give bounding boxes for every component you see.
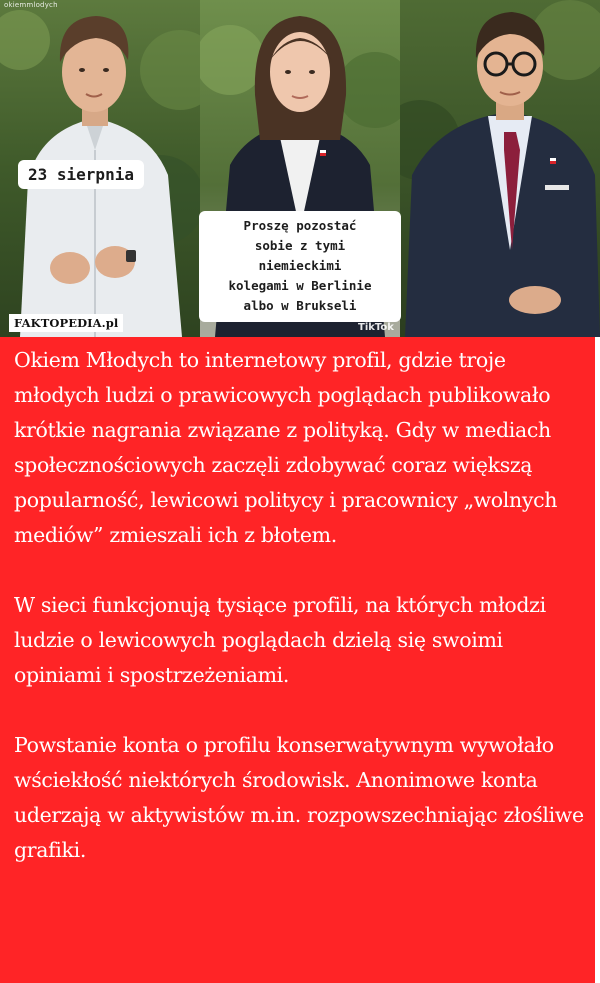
quote-caption [199,211,401,322]
quote-line: albo w Brukseli [243,298,357,313]
article-text-block [0,337,595,983]
photo-young-man-suit-tie [400,0,600,337]
date-caption: 23 sierpnia [18,160,144,189]
article-paragraph: Powstanie konta o profilu konserwatywnym wywołało wściekłość niektórych środowisk. Anonimowe konta uderzają w aktywistów m.in. rozpowszechniając złośliwe grafiki. [14,733,584,862]
tiktok-watermark: TikTok [358,322,394,333]
photo-panel-right [400,0,600,337]
article-paragraph: W sieci funkcjonują tysiące profili, na których młodzi ludzie o lewicowych poglądach dzielą się swoimi opiniami i spostrzeżeniami. [14,593,546,687]
photo-collage [0,0,600,337]
right-margin-strip [595,337,600,983]
quote-line: niemieckimi [258,258,342,273]
faktopedia-logo: FAKTOPEDIA.pl [9,314,123,332]
quote-line: kolegami w Berlinie [228,278,372,293]
article-paragraph: Okiem Młodych to internetowy profil, gdzie troje młodych ludzi o prawicowych poglądach publikowało krótkie nagrania związane z polityką. Gdy w mediach społecznościowych zaczęli zdobywać coraz większą popularność, lewicowi politycy i pracownicy „wolnych mediów” zmieszali ich z błotem. [14,348,558,547]
quote-line: Proszę pozostać [243,218,357,233]
quote-line: sobie z tymi [254,238,346,253]
source-watermark: okiemmlodych [4,1,58,9]
